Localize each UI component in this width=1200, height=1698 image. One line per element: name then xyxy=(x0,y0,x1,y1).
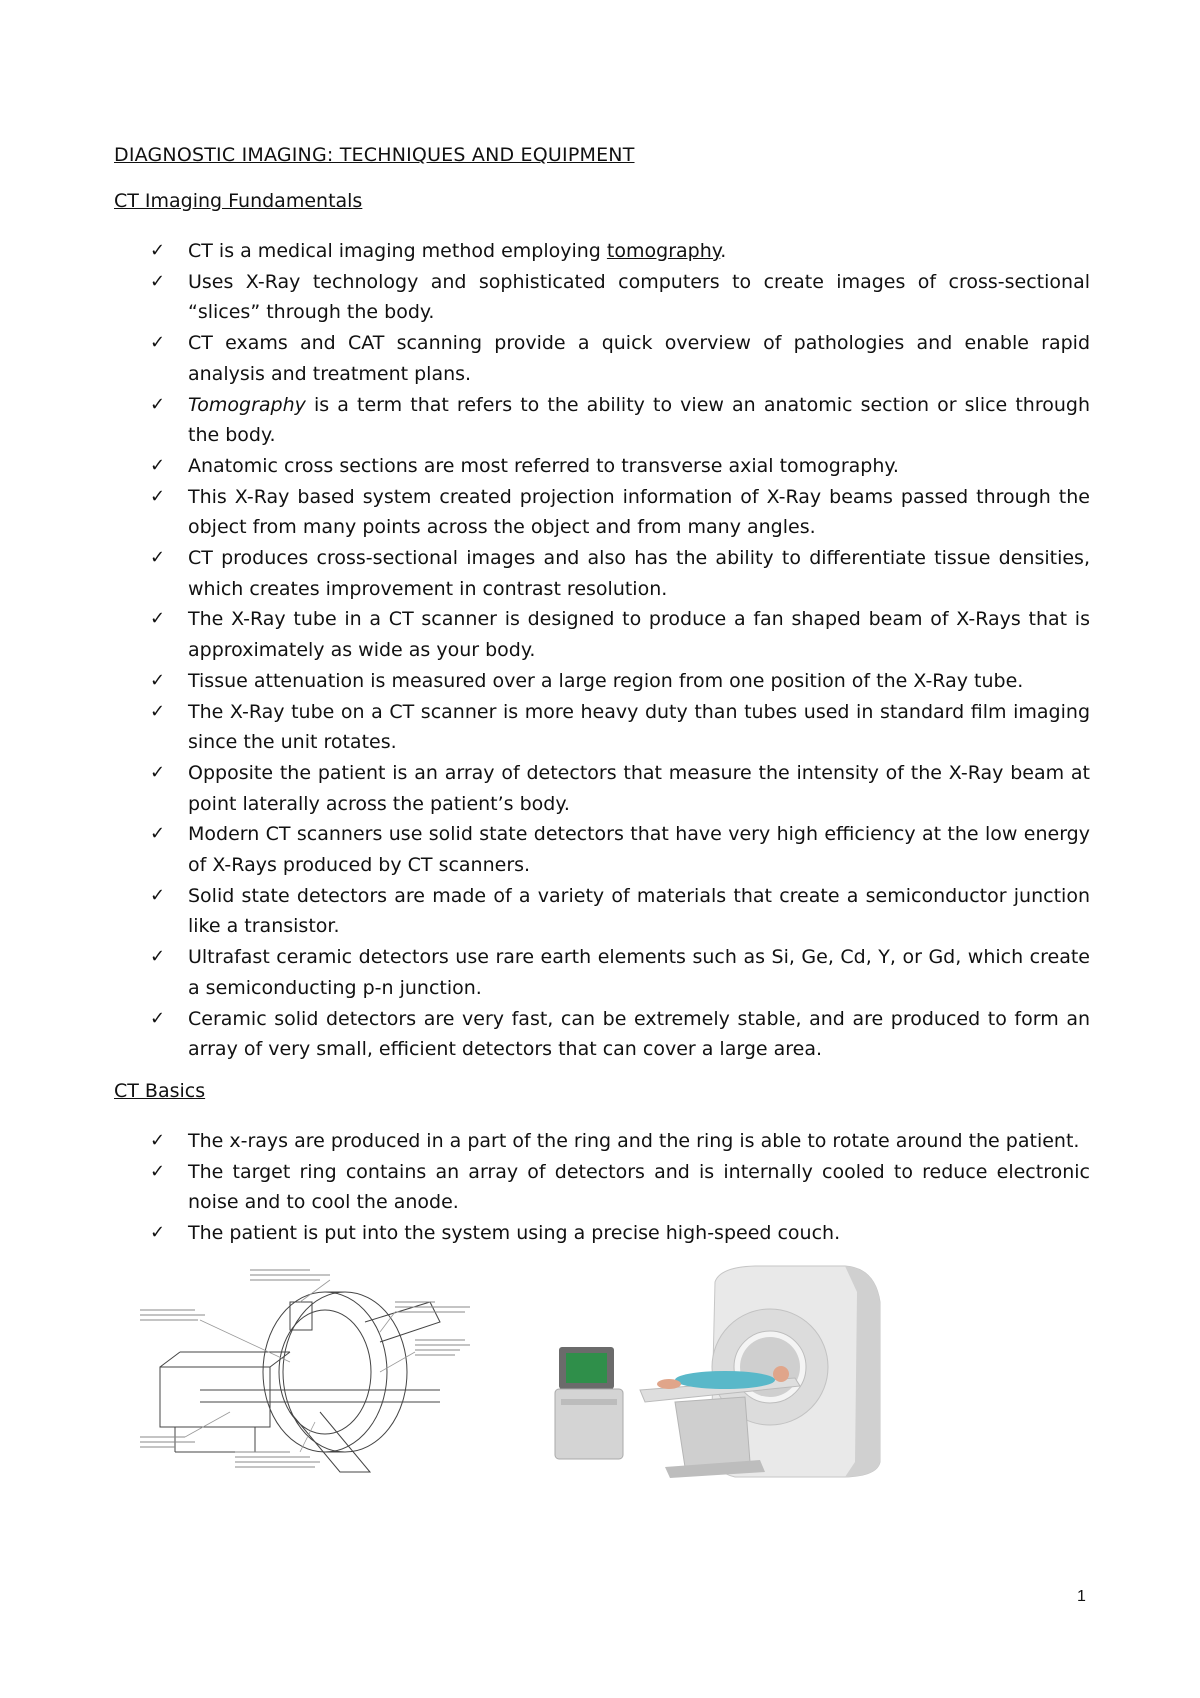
page-number: 1 xyxy=(1077,1588,1086,1605)
checkmark-icon: ✓ xyxy=(150,1130,166,1151)
list-item: ✓ The X-Ray tube in a CT scanner is designed to produce a fan shaped beam of X-Rays that is approximately as wide as your body. xyxy=(150,604,1090,665)
list-item: ✓ Tomography is a term that refers to the ability to view an anatomic section or slice through the body. xyxy=(150,390,1090,451)
checkmark-icon: ✓ xyxy=(150,884,166,906)
ct-gantry-schematic-figure xyxy=(140,1262,500,1487)
ct-scanner-photo-figure xyxy=(545,1262,890,1484)
list-item: ✓ Solid state detectors are made of a variety of materials that create a semiconductor junction like a transistor. xyxy=(150,881,1090,942)
list-item: ✓ The x-rays are produced in a part of the ring and the ring is able to rotate around the patient. xyxy=(150,1126,1090,1157)
checkmark-icon: ✓ xyxy=(150,547,166,569)
list-item: ✓ The patient is put into the system using a precise high-speed couch. xyxy=(150,1218,1090,1249)
italic-term: Tomography xyxy=(188,393,306,416)
list-item: ✓ Anatomic cross sections are most referred to transverse axial tomography. xyxy=(150,451,1090,482)
checkmark-icon: ✓ xyxy=(150,485,166,507)
checkmark-icon: ✓ xyxy=(150,1222,166,1244)
list-item: ✓ Opposite the patient is an array of detectors that measure the intensity of the X-Ray beam at point laterally across the patient’s body. xyxy=(150,758,1090,819)
section-heading-ct-basics: CT Basics xyxy=(114,1080,206,1102)
checkmark-icon: ✓ xyxy=(150,823,166,845)
list-item: ✓ Uses X-Ray technology and sophisticated computers to create images of cross-sectional “slices” through the body. xyxy=(150,267,1090,328)
list-item: ✓ CT exams and CAT scanning provide a quick overview of pathologies and enable rapid analysis and treatment plans. xyxy=(150,328,1090,389)
bullet-list-fundamentals xyxy=(150,236,1090,1065)
checkmark-icon: ✓ xyxy=(150,946,166,968)
list-item: ✓ This X-Ray based system created projection information of X-Ray beams passed through the object from many points across the object and from many angles. xyxy=(150,482,1090,543)
list-item: ✓ Modern CT scanners use solid state detectors that have very high efficiency at the low energy of X-Rays produced by CT scanners. xyxy=(150,819,1090,880)
checkmark-icon: ✓ xyxy=(150,608,166,630)
checkmark-icon: ✓ xyxy=(150,332,166,354)
bullet-list-basics xyxy=(150,1126,1090,1249)
list-item: ✓ The target ring contains an array of detectors and is internally cooled to reduce electronic noise and to cool the anode. xyxy=(150,1157,1090,1218)
underlined-term: tomography xyxy=(606,240,721,262)
checkmark-icon: ✓ xyxy=(150,393,166,415)
checkmark-icon: ✓ xyxy=(150,270,166,292)
patient xyxy=(675,1371,775,1389)
list-item: ✓ CT produces cross-sectional images and also has the ability to differentiate tissue densities, which creates improvement in contrast resolution. xyxy=(150,543,1090,604)
checkmark-icon: ✓ xyxy=(150,761,166,783)
checkmark-icon: ✓ xyxy=(150,1160,166,1182)
list-item: ✓ Tissue attenuation is measured over a large region from one position of the X-Ray tube. xyxy=(150,666,1090,697)
checkmark-icon: ✓ xyxy=(150,240,166,261)
section-heading-ct-imaging-fundamentals: CT Imaging Fundamentals xyxy=(114,190,363,212)
checkmark-icon: ✓ xyxy=(150,700,166,722)
checkmark-icon: ✓ xyxy=(150,669,166,691)
list-item: ✓ Ceramic solid detectors are very fast, can be extremely stable, and are produced to form an array of very small, efficient detectors that can cover a large area. xyxy=(150,1004,1090,1065)
checkmark-icon: ✓ xyxy=(150,454,166,476)
list-item: ✓ CT is a medical imaging method employing tomography. xyxy=(150,236,1090,267)
checkmark-icon: ✓ xyxy=(150,1007,166,1029)
list-item: ✓ Ultrafast ceramic detectors use rare earth elements such as Si, Ge, Cd, Y, or Gd, which create a semiconducting p-n junction. xyxy=(150,942,1090,1003)
list-item: ✓ The X-Ray tube on a CT scanner is more heavy duty than tubes used in standard film imaging since the unit rotates. xyxy=(150,697,1090,758)
document-title: DIAGNOSTIC IMAGING: TECHNIQUES AND EQUIPMENT xyxy=(114,144,635,166)
